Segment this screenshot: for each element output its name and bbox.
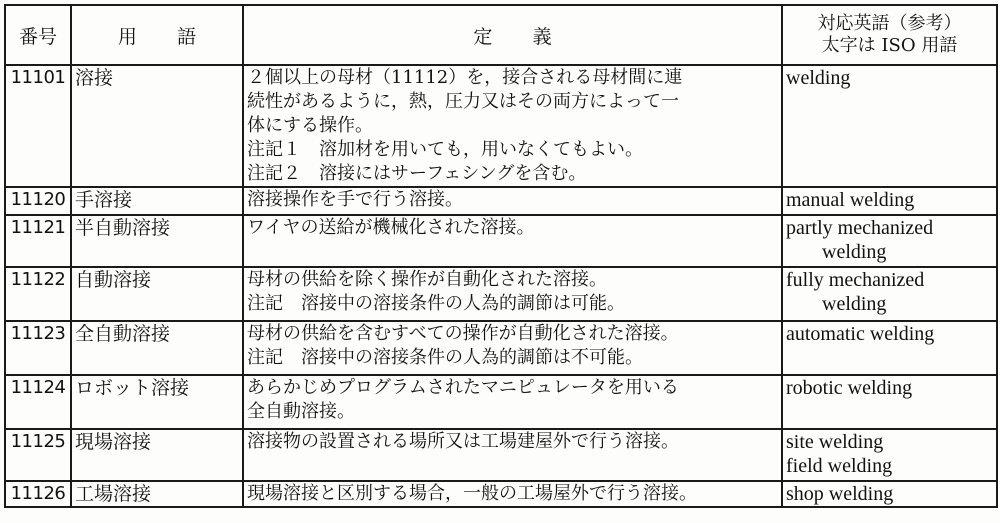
definition-note: 注記２ 溶接にはサーフェシングを含む。: [247, 163, 587, 184]
english-line: partly mechanized: [786, 217, 934, 239]
table-header-row: [5, 5, 997, 65]
english-line: shop welding: [786, 483, 894, 505]
term-number: 11126: [5, 481, 71, 507]
term-number: 11122: [5, 267, 71, 321]
table-row: [5, 481, 997, 507]
definition-line: 体にする操作。: [247, 115, 373, 136]
english-line: welding: [822, 293, 887, 315]
table-row: [5, 65, 997, 187]
term-name: ロボット溶接: [71, 375, 243, 429]
header-definition: 定 義: [243, 5, 782, 65]
definition-line: あらかじめプログラムされたマニピュレータを用いる: [247, 377, 679, 398]
english-line: automatic welding: [786, 323, 935, 345]
term-definition: [243, 215, 782, 267]
english-term: [782, 187, 997, 215]
english-line: fully mechanized: [786, 269, 925, 291]
definition-line: 全自動溶接。: [247, 401, 355, 422]
definition-line: 母材の供給を含むすべての操作が自動化された溶接。: [247, 323, 679, 344]
term-name: 溶接: [71, 65, 243, 187]
term-definition: [243, 375, 782, 429]
english-line: field welding: [786, 455, 893, 477]
term-definition: [243, 65, 782, 187]
table-row: [5, 375, 997, 429]
header-english-line1: 対応英語（参考）: [817, 13, 962, 34]
term-definition: [243, 481, 782, 507]
table-row: [5, 429, 997, 481]
english-term: [782, 375, 997, 429]
english-line: manual welding: [786, 189, 915, 211]
header-number: 番号: [5, 5, 71, 65]
term-number: 11125: [5, 429, 71, 481]
english-term: [782, 429, 997, 481]
definition-line: 母材の供給を除く操作が自動化された溶接。: [247, 269, 607, 290]
english-term: [782, 215, 997, 267]
welding-terms-table: [4, 4, 998, 508]
term-name: 自動溶接: [71, 267, 243, 321]
english-line: welding: [786, 67, 851, 89]
term-number: 11120: [5, 187, 71, 215]
definition-line: ワイヤの送給が機械化された溶接。: [247, 217, 535, 238]
term-definition: [243, 187, 782, 215]
term-name: 全自動溶接: [71, 321, 243, 375]
definition-note: 注記 溶接中の溶接条件の人為的調節は可能。: [247, 293, 625, 314]
term-definition: [243, 267, 782, 321]
term-name: 手溶接: [71, 187, 243, 215]
english-term: [782, 321, 997, 375]
english-term: [782, 267, 997, 321]
term-number: 11123: [5, 321, 71, 375]
definition-line: ２個以上の母材（11112）を，接合される母材間に連: [247, 67, 683, 88]
table-row: [5, 321, 997, 375]
english-term: [782, 65, 997, 187]
definition-note: 注記 溶接中の溶接条件の人為的調節は不可能。: [247, 347, 643, 368]
definition-line: 溶接物の設置される場所又は工場建屋外で行う溶接。: [247, 431, 679, 452]
term-number: 11101: [5, 65, 71, 187]
english-line: site welding: [786, 431, 884, 453]
definition-note: 注記１ 溶加材を用いても，用いなくてもよい。: [247, 139, 643, 160]
table-body: [5, 65, 997, 507]
header-english-line2: 太字は ISO 用語: [821, 35, 958, 56]
term-number: 11124: [5, 375, 71, 429]
header-english: [782, 5, 997, 65]
table-row: [5, 267, 997, 321]
term-number: 11121: [5, 215, 71, 267]
english-line: welding: [822, 241, 887, 263]
term-definition: [243, 429, 782, 481]
english-line: robotic welding: [786, 377, 913, 399]
table-row: [5, 187, 997, 215]
table-row: [5, 215, 997, 267]
term-definition: [243, 321, 782, 375]
english-term: [782, 481, 997, 507]
term-name: 現場溶接: [71, 429, 243, 481]
term-name: 工場溶接: [71, 481, 243, 507]
definition-line: 続性があるように，熱，圧力又はその両方によって一: [247, 91, 679, 112]
definition-line: 溶接操作を手で行う溶接。: [247, 189, 463, 210]
term-name: 半自動溶接: [71, 215, 243, 267]
definition-line: 現場溶接と区別する場合，一般の工場屋外で行う溶接。: [247, 483, 697, 504]
header-term: 用 語: [71, 5, 243, 65]
